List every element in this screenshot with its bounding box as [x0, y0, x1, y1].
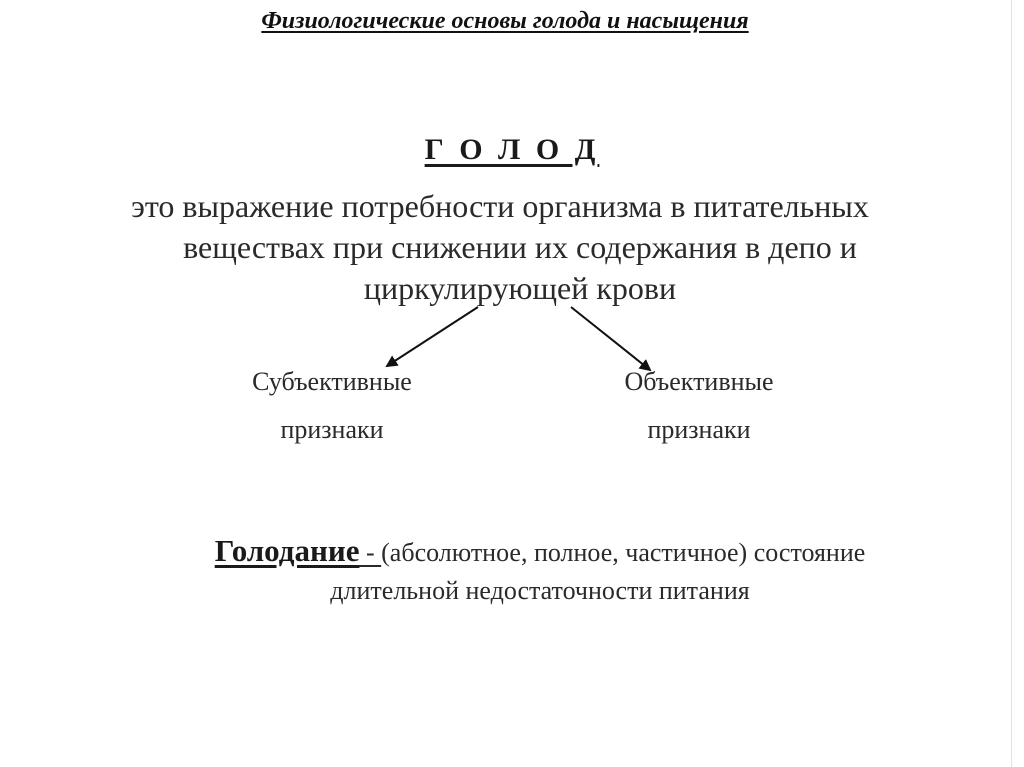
definition-line-2: веществах при снижении их содержания в депо и — [183, 229, 857, 265]
objective-signs — [569, 358, 829, 454]
definition-line-3: циркулирующей крови — [363, 270, 677, 306]
starvation-definition — [150, 532, 930, 610]
objective-signs-line-1: Объективные — [624, 367, 774, 396]
subjective-signs-line-1: Субъективные — [252, 367, 412, 396]
slide-title: Физиологические основы голода и насыщения — [261, 8, 749, 34]
subjective-signs-line-2: признаки — [280, 415, 384, 444]
starvation-line-2: длительной недостаточности питания — [330, 576, 750, 605]
starvation-line-1 — [150, 532, 930, 572]
starvation-dash: - — [359, 538, 382, 567]
term-hunger: Г О Л О Д — [424, 133, 600, 166]
definition-line-1: это выражение потребности организма в питательных — [131, 188, 869, 224]
subjective-signs — [202, 358, 462, 454]
term-starvation: Голодание — [214, 533, 360, 568]
starvation-line-1-text: (абсолютное, полное, частичное) состояние — [381, 538, 866, 567]
objective-signs-line-2: признаки — [647, 415, 751, 444]
